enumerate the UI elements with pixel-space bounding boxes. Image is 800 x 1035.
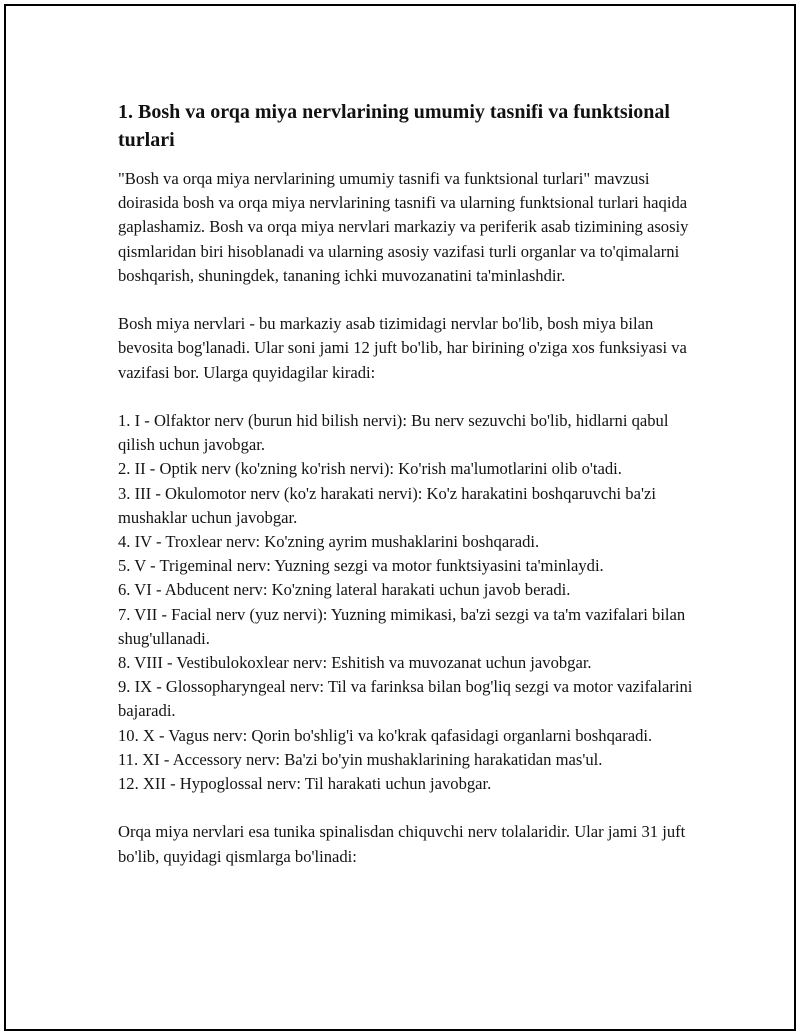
list-item: 12. XII - Hypoglossal nerv: Til harakati uchun javobgar. <box>118 774 492 794</box>
list-item: 8. VIII - Vestibulokoxlear nerv: Eshitish va muvozanat uchun javobgar. <box>118 653 592 673</box>
paragraph-gap <box>118 288 708 312</box>
list-item: 4. IV - Troxlear nerv: Ko'zning ayrim mushaklarini boshqaradi. <box>118 532 540 552</box>
section-heading: 1. Bosh va orqa miya nervlarining umumiy tasnifi va funktsional turlari <box>118 101 670 151</box>
cranial-nerves-list <box>118 409 708 796</box>
list-item: 3. III - Okulomotor nerv (ko'z harakati nervi): Ko'z harakatini boshqaruvchi ba'zi mushaklar uchun javobgar. <box>118 483 656 527</box>
list-item: 5. V - Trigeminal nerv: Yuzning sezgi va motor funktsiyasini ta'minlaydi. <box>118 556 604 576</box>
document-body <box>118 98 708 869</box>
paragraph-gap <box>118 796 708 820</box>
cranial-nerves-intro-paragraph: Bosh miya nervlari - bu markaziy asab tizimidagi nervlar bo'lib, bosh miya bilan bevosita bog'lanadi. Ular soni jami 12 juft bo'lib, har birining o'ziga xos funksiyasi va vazifasi bor. Ularga quyidagilar kiradi: <box>118 314 687 382</box>
list-item: 2. II - Optik nerv (ko'zning ko'rish nervi): Ko'rish ma'lumotlarini olib o'tadi. <box>118 459 622 479</box>
list-item: 9. IX - Glossopharyngeal nerv: Til va farinksa bilan bog'liq sezgi va motor vazifalarini bajaradi. <box>118 677 693 721</box>
list-item: 7. VII - Facial nerv (yuz nervi): Yuzning mimikasi, ba'zi sezgi va ta'm vazifalari bilan shug'ullanadi. <box>118 604 686 648</box>
list-item: 6. VI - Abducent nerv: Ko'zning lateral harakati uchun javob beradi. <box>118 580 571 600</box>
paragraph-gap <box>118 385 708 409</box>
list-item: 1. I - Olfaktor nerv (burun hid bilish nervi): Bu nerv sezuvchi bo'lib, hidlarni qabul qilish uchun javobgar. <box>118 411 669 455</box>
intro-paragraph: "Bosh va orqa miya nervlarining umumiy tasnifi va funktsional turlari" mavzusi doirasida bosh va orqa miya nervlarining tasnifi va ularning funktsional turlari haqida gaplashamiz. Bosh va orqa miya nervlari markaziy va periferik asab tizimining asosiy qismlaridan biri hisoblanadi va ularning asosiy vazifasi turli organlar va to'qimalarni boshqarish, shuningdek, tananing ichki muvozanatini ta'minlashdir. <box>118 169 689 285</box>
page-frame <box>4 4 796 1031</box>
spinal-nerves-paragraph: Orqa miya nervlari esa tunika spinalisdan chiquvchi nerv tolalaridir. Ular jami 31 juft bo'lib, quyidagi qismlarga bo'linadi: <box>118 822 686 866</box>
list-item: 11. XI - Accessory nerv: Ba'zi bo'yin mushaklarining harakatidan mas'ul. <box>118 749 603 769</box>
list-item: 10. X - Vagus nerv: Qorin bo'shlig'i va ko'krak qafasidagi organlarni boshqaradi. <box>118 725 653 745</box>
